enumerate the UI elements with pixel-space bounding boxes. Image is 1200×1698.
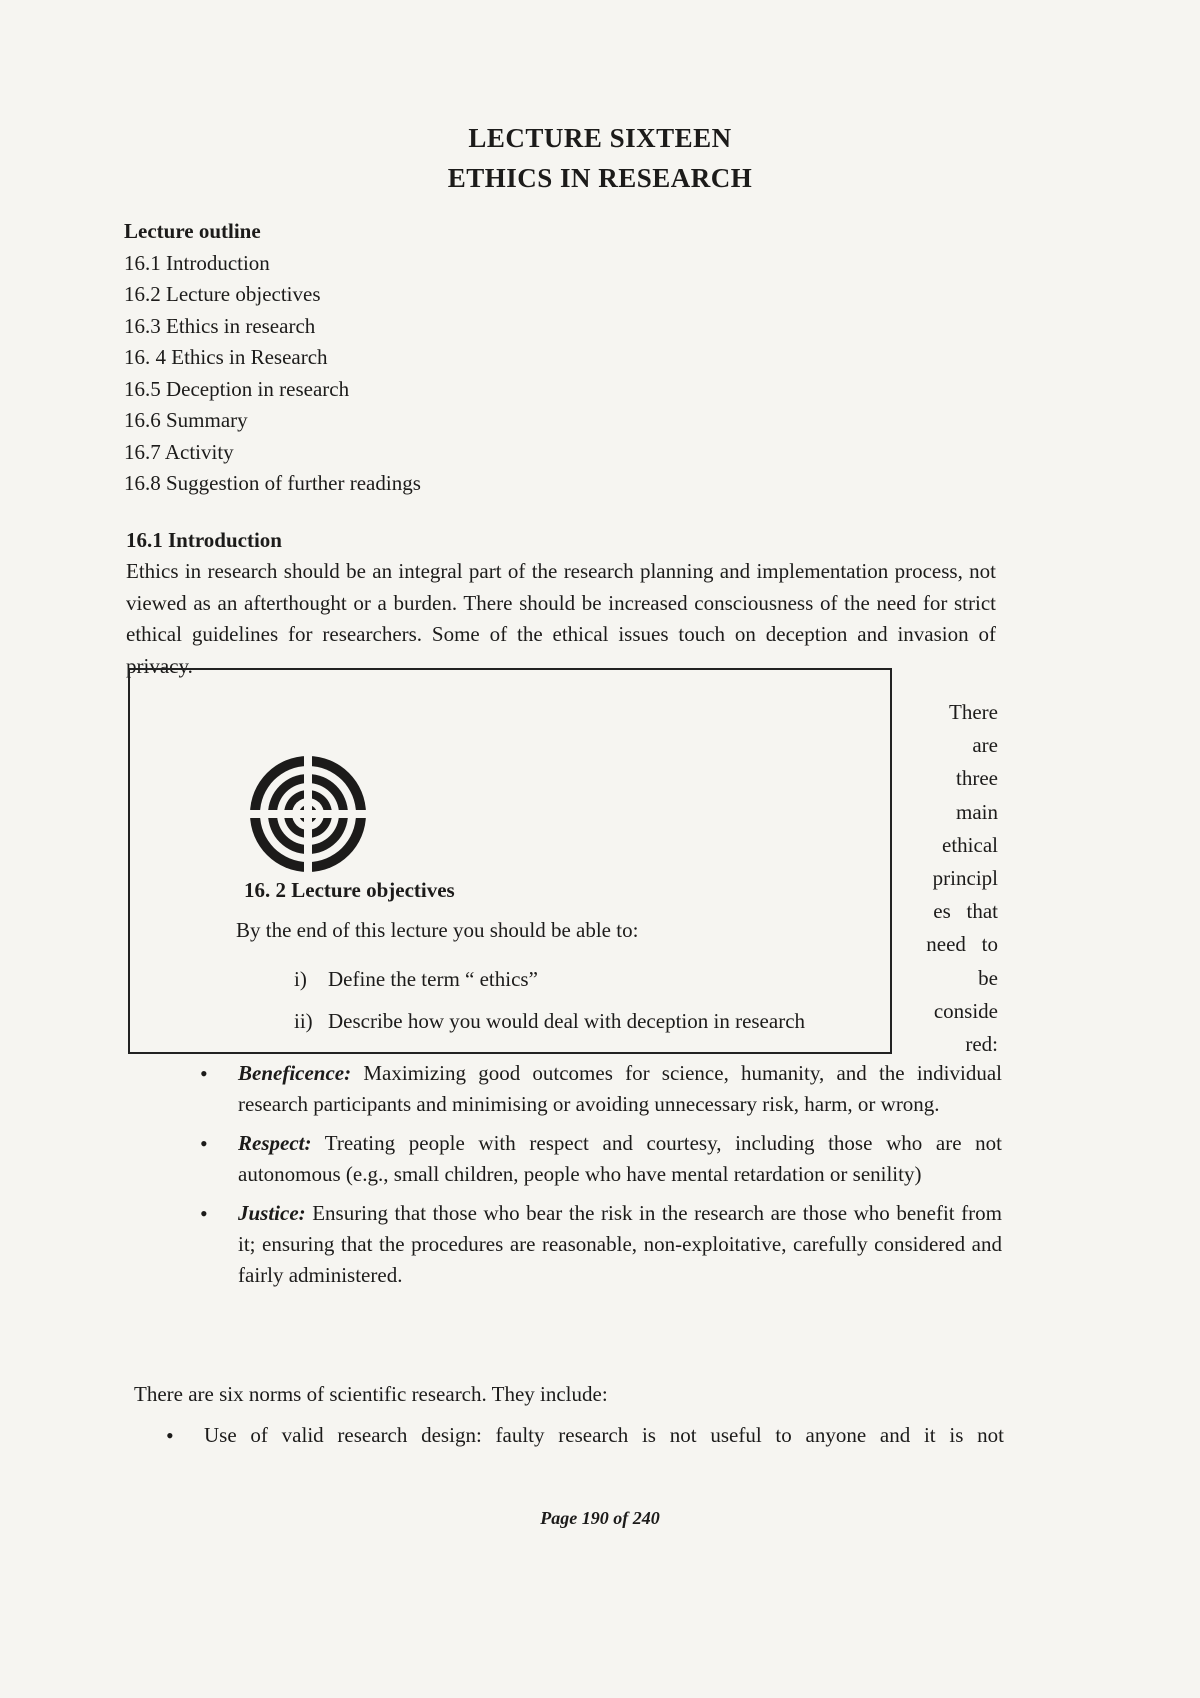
target-icon [246, 752, 370, 876]
side-word: principl [932, 866, 998, 891]
norms-list [166, 1420, 1004, 1451]
objectives-box [128, 668, 892, 1054]
principle-term: Justice: [238, 1201, 306, 1225]
objective-text: Define the term “ ethics” [328, 967, 538, 991]
side-word: es that [933, 899, 998, 924]
outline-item: 16. 4 Ethics in Research [124, 345, 328, 369]
principle-item [200, 1058, 1002, 1120]
norms-lead: There are six norms of scientific research. They include: [134, 1382, 608, 1406]
principle-description: Ensuring that those who bear the risk in the research are those who benefit from it; ensuring that the procedures are reasonable, non-exploitative, carefully considered and fairly administered. [238, 1201, 1002, 1287]
side-word: conside [933, 998, 998, 1023]
ethical-principles-list [200, 1058, 1002, 1299]
objective-text: Describe how you would deal with deception in research [328, 1009, 806, 1033]
objectives-heading: 16. 2 Lecture objectives [244, 878, 455, 902]
objective-item [294, 1000, 805, 1042]
introduction-heading: 16.1 Introduction [126, 528, 282, 552]
outline-item: 16.2 Lecture objectives [124, 282, 321, 306]
lecture-number-title: LECTURE SIXTEEN [468, 123, 732, 153]
principle-term: Respect: [238, 1131, 312, 1155]
introduction-paragraph: Ethics in research should be an integral part of the research planning and implementation process, not viewed as an afterthought or a burden. There should be increased consciousness of the need for strict ethical guidelines for researchers. Some of the ethical issues touch on deception and invasion of privacy. [126, 559, 996, 678]
outline-item: 16.3 Ethics in research [124, 313, 316, 338]
outline-item: 16.1 Introduction [124, 250, 270, 275]
side-column-text [898, 696, 998, 1061]
lecture-title-block [0, 118, 1200, 198]
norm-item: • Use of valid research design: faulty research is not useful to anyone and it is not [166, 1420, 1004, 1451]
outline-heading: Lecture outline [124, 219, 261, 243]
page-number: Page 190 of 240 [540, 1508, 660, 1528]
side-word: main [956, 799, 998, 824]
objective-number: ii) [294, 1009, 313, 1033]
principle-term: Beneficence: [238, 1061, 352, 1085]
principle-item [200, 1128, 1002, 1190]
side-word: ethical [942, 832, 998, 857]
lecture-outline [124, 216, 421, 500]
outline-item: 16.5 Deception in research [124, 376, 350, 401]
side-word: are [972, 733, 998, 758]
objectives-lead: By the end of this lecture you should be able to: [236, 918, 639, 942]
objective-number: i) [294, 967, 307, 991]
outline-item: 16.7 Activity [124, 439, 234, 464]
side-word: need to [926, 932, 998, 957]
principle-description: Maximizing good outcomes for science, humanity, and the individual research participants and minimising or avoiding unnecessary risk, harm, or wrong. [238, 1061, 1002, 1116]
outline-item: 16.6 Summary [124, 408, 248, 432]
principle-description: Treating people with respect and courtesy, including those who are not autonomous (e.g., small children, people who have mental retardation or senility) [238, 1131, 1002, 1186]
principle-item [200, 1198, 1002, 1291]
side-word: red: [965, 1032, 998, 1057]
side-word: There [949, 700, 998, 724]
side-word: three [956, 766, 998, 791]
side-word: be [978, 965, 998, 990]
outline-item: 16.8 Suggestion of further readings [124, 471, 421, 495]
objective-item [294, 958, 805, 1000]
objectives-list [294, 958, 805, 1042]
lecture-topic-title: ETHICS IN RESEARCH [447, 163, 753, 193]
